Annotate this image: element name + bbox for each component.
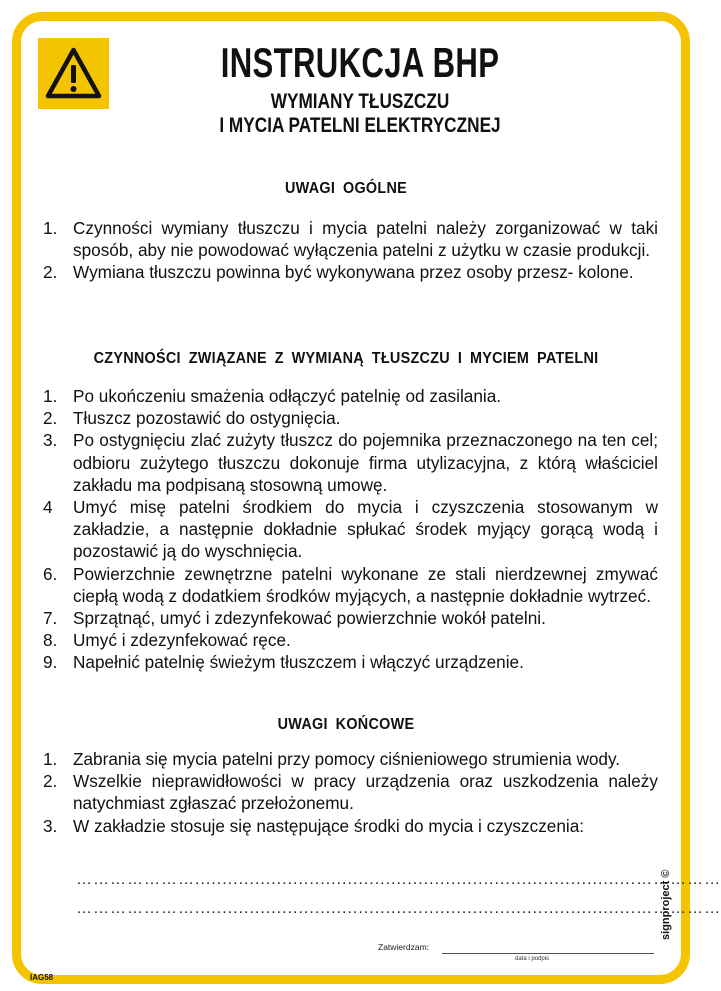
item-number: 2. bbox=[43, 408, 58, 429]
list-item bbox=[0, 261, 658, 283]
item-number: 8. bbox=[43, 630, 58, 651]
list-item bbox=[0, 429, 658, 496]
item-text: Wymiana tłuszczu powinna być wykonywana przez osoby przesz- kolone. bbox=[73, 262, 634, 283]
sign-subtitle-line2: I MYCIA PATELNI ELEKTRYCZNEJ bbox=[219, 114, 501, 137]
list-item bbox=[0, 815, 658, 837]
list-item bbox=[0, 496, 658, 563]
item-number: 1. bbox=[43, 386, 58, 406]
item-number: 7. bbox=[43, 608, 58, 629]
list-item bbox=[0, 563, 658, 607]
list-item bbox=[0, 748, 658, 770]
item-number: 3. bbox=[43, 430, 58, 451]
item-text: W zakładzie stosuje się następujące środki do mycia i czyszczenia: bbox=[73, 815, 585, 836]
final-notes-list bbox=[0, 748, 658, 837]
general-notes-list bbox=[0, 217, 658, 284]
procedure-list bbox=[0, 385, 658, 674]
section-heading-general: UWAGI OGÓLNE bbox=[284, 180, 408, 197]
item-text: Umyć misę patelni środkiem do mycia i czyszczenia stosowanym w zakładzie, a następnie dokładnie spłukać środek myjący gorącą wodą i pozostawić ją do wyschnięcia. bbox=[73, 497, 658, 562]
title-block bbox=[120, 40, 600, 138]
list-item bbox=[0, 385, 658, 407]
sign-subtitle-line1: WYMIANY TŁUSZCZU bbox=[270, 90, 450, 113]
item-text: Napełnić patelnię świeżym tłuszczem i włączyć urządzenie. bbox=[73, 652, 524, 673]
signature-caption: data i podpis bbox=[515, 956, 550, 962]
warning-triangle-icon bbox=[38, 38, 109, 109]
list-item bbox=[0, 629, 658, 651]
item-number: 2. bbox=[43, 771, 58, 792]
item-number: 2. bbox=[43, 262, 58, 283]
item-text: Tłuszcz pozostawić do ostygnięcia. bbox=[73, 408, 341, 429]
item-text: Powierzchnie zewnętrzne patelni wykonane ze stali nierdzewnej zmywać ciepłą wodą z dodatkiem środków myjących, a następnie dokładnie wytrzeć. bbox=[73, 563, 658, 606]
item-number: 3. bbox=[43, 815, 58, 836]
item-text: Po ostygnięciu zlać zużyty tłuszcz do pojemnika przeznaczonego na ten cel; odbioru zużytego tłuszczu dokonuje firma utylizacyjna, z którą właściciel zakładu ma podpisaną stosowną umowę. bbox=[73, 430, 658, 495]
section-heading-final: UWAGI KOŃCOWE bbox=[277, 716, 415, 733]
approve-label: Zatwierdzam: bbox=[378, 942, 430, 952]
list-item bbox=[0, 217, 658, 261]
item-number: 9. bbox=[43, 652, 58, 673]
item-text: Czynności wymiany tłuszczu i mycia patelni należy zorganizować w taki sposób, aby nie powodować wyłączenia patelni z użytku w czasie produkcji. bbox=[73, 218, 658, 261]
fill-in-line: ………………….................................................................................…………… bbox=[76, 900, 721, 917]
item-text: Sprzątnąć, umyć i zdezynfekować powierzchnie wokół patelni. bbox=[73, 608, 546, 629]
list-item bbox=[0, 770, 658, 814]
item-number: 6. bbox=[43, 563, 58, 584]
warning-badge bbox=[38, 38, 109, 109]
section-heading-procedure: CZYNNOŚCI ZWIĄZANE Z WYMIANĄ TŁUSZCZU I MYCIEM PATELNI bbox=[93, 350, 599, 367]
list-item bbox=[0, 407, 658, 429]
item-text: Umyć i zdezynfekować ręce. bbox=[73, 630, 291, 651]
item-text: Zabrania się mycia patelni przy pomocy ciśnieniowego strumienia wody. bbox=[73, 749, 621, 769]
item-text: Po ukończeniu smażenia odłączyć patelnię od zasilania. bbox=[73, 386, 502, 406]
fill-in-line: ………………….................................................................................…………… bbox=[76, 871, 721, 888]
signature-line bbox=[442, 953, 654, 954]
item-number: 1. bbox=[43, 218, 58, 238]
brand-mark: signproject © bbox=[660, 869, 672, 940]
item-text: Wszelkie nieprawidłowości w pracy urządzenia oraz uszkodzenia należy natychmiast zgłaszać przełożonemu. bbox=[73, 771, 658, 814]
item-number: 4 bbox=[43, 497, 53, 518]
sign-title: INSTRUKCJA BHP bbox=[220, 39, 500, 86]
item-number: 1. bbox=[43, 749, 58, 769]
list-item bbox=[0, 607, 658, 629]
list-item bbox=[0, 651, 658, 673]
product-code: IAG58 bbox=[30, 973, 54, 982]
